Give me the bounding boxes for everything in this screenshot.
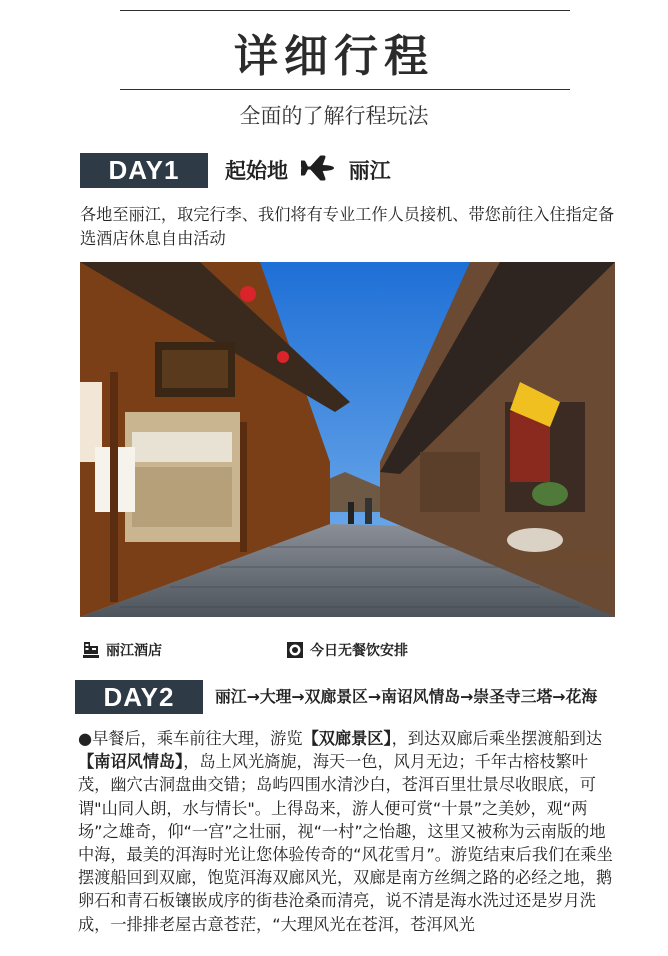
day1-hotel-info bbox=[82, 640, 162, 660]
day2-text-3: ，岛上风光旖旎，海天一色，风月无边；千年古榕枝繁叶茂，幽穴古洞盘曲交错；岛屿四围水清沙白，苍洱百里壮景尽收眼底，可谓"山同人朗，水与情长"。上得岛来，游人便可赏“十景”之美妙，观“两场”之雄奇，仰“一宫”之壮丽，视“一村”之怡趣，这里又被称为云南版的地中海，最美的洱海时光让您体验传奇的“风花雪月”。游览结束后我们在乘坐摆渡船回到双廊，饱览洱海双廊风光，双廊是南方丝绸之路的必经之地，鹅卵石和青石板镶嵌成序的街巷沧桑而清亮，说不清是海水洗过还是岁月洗成，一排排老屋古意苍茫，“大理风光在苍洱，苍洱风光 bbox=[78, 752, 613, 934]
meal-label: 今日无餐饮安排 bbox=[310, 643, 408, 659]
header-top-rule bbox=[120, 10, 570, 11]
day1-badge: DAY1 bbox=[80, 153, 208, 188]
day2-description bbox=[78, 727, 618, 936]
plane-icon bbox=[301, 155, 335, 189]
page-title: 详细行程 bbox=[234, 31, 434, 82]
old-town-photo bbox=[80, 262, 615, 617]
nanzhao-highlight: 【南诏风情岛】 bbox=[78, 752, 184, 772]
meal-icon bbox=[286, 641, 304, 659]
day1-meal-info bbox=[286, 640, 408, 660]
hotel-label: 丽江酒店 bbox=[106, 643, 162, 659]
page-subtitle: 全面的了解行程玩法 bbox=[239, 104, 429, 128]
day2-route: 丽江→大理→双廊景区→南诏风情岛→崇圣寺三塔→花海 bbox=[215, 687, 598, 706]
hotel-icon bbox=[82, 641, 100, 659]
day1-to: 丽江 bbox=[348, 159, 391, 183]
shuanglang-highlight: 【双廊景区】 bbox=[302, 729, 392, 748]
day2-badge: DAY2 bbox=[75, 680, 203, 714]
day1-description: 各地至丽江，取完行李、我们将有专业工作人员接机、带您前往入住指定备选酒店休息自由活动 bbox=[80, 205, 615, 248]
day1-from: 起始地 bbox=[225, 159, 288, 183]
day1-route bbox=[225, 155, 391, 189]
day2-text-2: ，到达双廊后乘坐摆渡船到达 bbox=[391, 729, 603, 748]
header-mid-rule bbox=[120, 89, 570, 90]
day2-text-1: ●早餐后，乘车前往大理，游览 bbox=[78, 729, 303, 748]
